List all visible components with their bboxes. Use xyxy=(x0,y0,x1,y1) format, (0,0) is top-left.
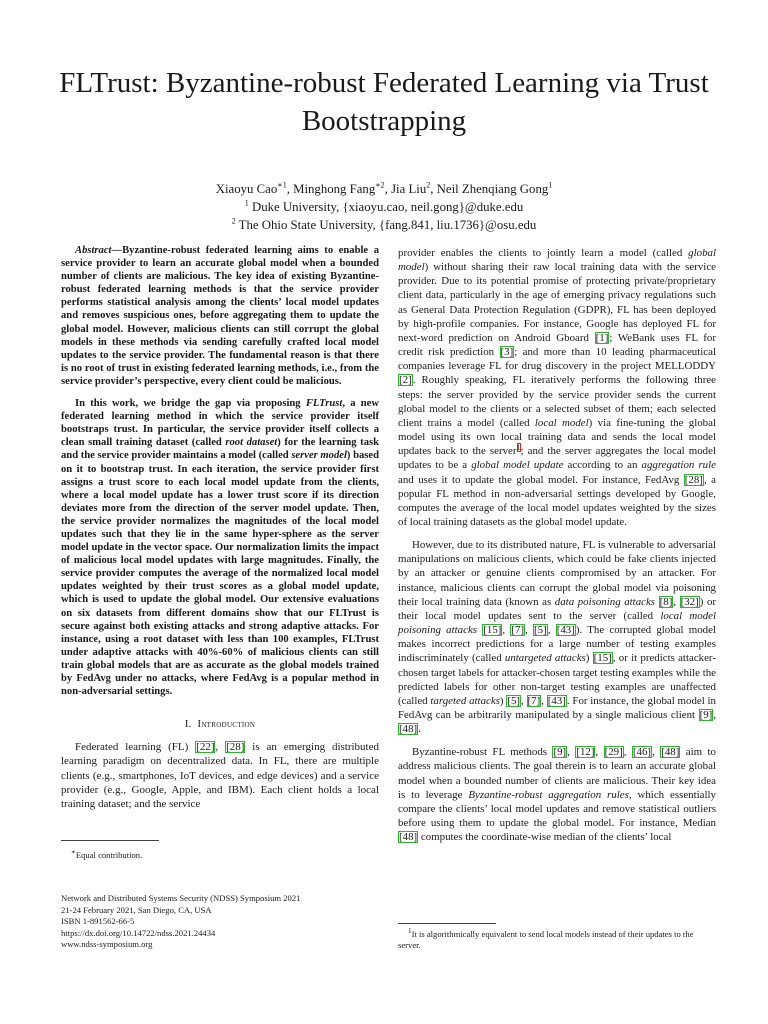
author-block xyxy=(0,180,768,234)
citation-link[interactable]: [3] xyxy=(500,346,514,359)
term-server-model: server model xyxy=(291,450,347,462)
body-text: ; and more than 10 leading pharmaceutical companies leverage FL for drug discovery in the project MELLODDY xyxy=(398,346,716,373)
section-title: Introduction xyxy=(197,719,256,731)
left-column xyxy=(61,244,379,811)
term-local-model: local model xyxy=(534,416,589,429)
term-local-model-poisoning: local model poisoning attacks xyxy=(398,609,716,637)
author-mark: ∗2 xyxy=(375,180,385,190)
body-text: ). The corrupted global model makes incorrect predictions for a large number of testing examples indiscriminately (called xyxy=(398,624,716,665)
body-text: is an emerging distributed learning paradigm on decentralized data. In FL, there are multiple clients (e.g., smartphones, IoT devices, and edge devices) and a service provider (e.g., Google, Apple, and IBM). Each client holds a local training dataset; and the service xyxy=(61,741,379,811)
body-paragraph: However, due to its distributed nature, FL is vulnerable to adversarial manipulations on malicious clients, which could be fake clients injected by an attacker or genuine clients compromised by an attacker. For instance, malicious clients can corrupt the global model via poisoning their local training data (known as data poisoning attacks [8], [32]) or their local model updates sent to the server (called local model poisoning attacks [15], [7], [5], [43]). The corrupted global model makes incorrect predictions for a large number of testing examples indiscriminately (called untargeted attacks) [15], or it predicts attacker-chosen target labels for attacker-chosen target testing examples while the predicted labels for other non-target testing examples are unaffected (called targeted attacks) [5], [7], [43]. For instance, the global model in FedAvg can be arbitrarily manipulated by a single malicious client [9], [48]. xyxy=(398,539,717,736)
footnote-mark: 1 xyxy=(408,927,412,935)
affiliation-text: The Ohio State University, {fang.841, liu.1736}@osu.edu xyxy=(238,218,537,232)
citation-link[interactable]: [48] xyxy=(661,746,680,759)
citation-link[interactable]: [5] xyxy=(534,624,547,637)
citation-link[interactable]: [28] xyxy=(226,741,245,754)
affiliation-mark: 2 xyxy=(231,216,236,226)
body-text: aim to address malicious clients. The goal therein is to learn an accurate global model when a bounded number of clients are malicious. Their key idea is to leverage xyxy=(398,746,716,801)
author-list: Xiaoyu Cao$^{∗1}$, Minghong Fang$^{∗2}$, Jia Liu$^2$, Neil Zhenqiang Gong$^1$ xyxy=(215,180,553,196)
abstract-text: —Byzantine-robust federated learning aims to enable a service provider to learn an accurate global model when a bounded number of clients are malicious. The key idea of existing Byzantine-robust federated learning methods is that the service provider performs statistical analysis among the clients’ local model updates and removes suspicious ones, before aggregating them to update the global model. However, malicious clients can still corrupt the global models in these methods via sending carefully crafted local model updates to the service provider. The fundamental reason is that there is no root of trust in existing federated learning methods, i.e., from the service provider’s perspective, every client could be malicious. xyxy=(61,245,379,387)
body-paragraph: Byzantine-robust FL methods [9], [12], [29], [46], [48] aim to address malicious clients. The goal therein is to learn an accurate global model when a bounded number of clients are malicious. Their key idea is to leverage Byzantine-robust aggregation rules, which essentially compare the clients’ local model updates and remove statistical outliers before using them to update the global model. For instance, Median [48] computes the coordinate-wise median of the clients’ local xyxy=(398,746,716,844)
term-targeted-attacks: targeted attacks xyxy=(430,694,500,707)
citation-link[interactable]: [1] xyxy=(595,331,609,344)
footnote-rule xyxy=(398,923,496,924)
body-text: , xyxy=(215,741,226,754)
author-name: Neil Zhenqiang Gong xyxy=(436,182,549,196)
citation-link[interactable]: [46] xyxy=(632,746,652,759)
body-text: ; and the server aggregates the local model updates to be a xyxy=(398,445,716,472)
body-text: However, due to its distributed nature, FL is vulnerable to adversarial manipulations on malicious clients, which could be fake clients injected by an attacker or genuine clients compromised by an attacker. For instance, malicious clients can corrupt the global model via poisoning their local training data (known as xyxy=(398,539,716,608)
author-mark: 1 xyxy=(548,180,553,190)
abstract-text: ) based on it to bootstrap trust. In each iteration, the service provider first assigns a trust score to each local model update from the clients, where a local model update has a lower trust score if its direction deviates more from the direction of the server model update. Then, the service provider normalizes the magnitudes of the local model updates such that they lie in the same hyper-sphere as the server model update in the vector space. Our normalization limits the impact of malicious local model updates with large magnitudes. Finally, the service provider computes the average of the normalized local model updates weighted by their trust scores as a global model update, which is used to update the global model. Our extensive evaluations on six datasets from different domains show that our FLTrust is secure against both existing attacks and strong adaptive attacks. For instance, using a root dataset with less than 100 examples, FLTrust under adaptive attacks with 40%-60% of malicious clients can still train global models that are as accurate as the global models trained by FedAvg under no attacks, where FedAvg is a popular method in non-adversarial settings. xyxy=(61,450,380,698)
body-text: . For instance, the global model in FedAvg can be arbitrarily manipulated by a single malicious client xyxy=(398,694,716,721)
body-text: ) xyxy=(585,652,593,665)
section-heading xyxy=(61,718,379,731)
citation-link[interactable]: [28] xyxy=(684,473,703,486)
affiliation-mark: 1 xyxy=(244,198,249,208)
citation-link[interactable]: [15] xyxy=(593,652,612,665)
body-text: ) xyxy=(499,694,507,707)
citation-link[interactable]: [9] xyxy=(699,709,713,721)
body-text: , which essentially compare the clients’ local model updates and remove statistical outliers before using them to update the global model. For instance, Median xyxy=(398,788,716,830)
citation-link[interactable]: [48] xyxy=(399,723,418,736)
body-text: provider enables the clients to jointly learn a model (called xyxy=(398,247,689,259)
body-text: computes the coordinate-wise median of the clients’ local xyxy=(418,831,672,844)
citation-link[interactable]: [22] xyxy=(196,741,215,754)
citation-link[interactable]: [43] xyxy=(556,624,575,637)
term-global-model-update: global model update xyxy=(471,459,564,472)
term-aggregation-rule: aggregation rule xyxy=(641,459,716,472)
citation-link[interactable]: [12] xyxy=(576,746,595,759)
body-text: . Roughly speaking, FL iteratively performs the following three steps: the server provided by the service provider sends the current global model to the clients or a selected subset of them; each selected client trains a model (called xyxy=(398,374,716,429)
abstract-text: In this work, we bridge the gap via proposing xyxy=(75,398,306,410)
citation-link[interactable]: [48] xyxy=(399,831,418,844)
body-text: Federated learning (FL) xyxy=(75,741,196,754)
footnote-rule xyxy=(61,840,159,841)
affiliation xyxy=(0,198,768,216)
author-mark: 2 xyxy=(426,180,431,190)
footnote-text: Equal contribution. xyxy=(75,849,143,860)
body-text: ) via fine-tuning the global model using its own local training data and sends the local model updates back to the server xyxy=(398,416,716,458)
author-name: Xiaoyu Cao xyxy=(215,182,278,196)
citation-link[interactable]: [9] xyxy=(553,746,567,759)
body-text: Byzantine-robust FL methods xyxy=(412,746,553,759)
venue-website-link[interactable]: www.ndss-symposium.org xyxy=(61,939,153,950)
abstract-paragraph xyxy=(61,397,379,698)
author-name: Jia Liu xyxy=(391,182,427,196)
footnote-equal-contribution xyxy=(71,847,371,861)
term-byzantine-robust-rules: Byzantine-robust aggregation rules xyxy=(468,788,629,801)
body-text: ; WeBank uses FL for credit risk prediction xyxy=(398,331,716,359)
venue-doi-link[interactable]: https://dx.doi.org/10.14722/ndss.2021.24434 xyxy=(61,927,216,938)
body-text: , a popular FL method in non-adversarial settings developed by Google, computes the average of the local model updates weighted by the sizes of local training datasets as the global model update. xyxy=(398,473,716,528)
term-global-model: global model xyxy=(398,247,716,274)
citation-link[interactable]: [43] xyxy=(547,694,566,707)
footnote-ref-link[interactable]: 1 xyxy=(516,442,521,452)
body-text: , or it predicts attacker-chosen target labels for attacker-chosen target testing examples while the predicted labels for other non-target testing examples are unaffected (called xyxy=(398,652,716,707)
abstract-label: Abstract xyxy=(75,245,112,256)
term-data-poisoning: data poisoning attacks xyxy=(554,595,656,608)
abstract-text: , a new federated learning method in which the service provider itself bootstraps trust. In particular, the service provider itself collects a clean small training dataset (called xyxy=(61,398,379,449)
affiliation-text: Duke University, {xiaoyu.cao, neil.gong}@duke.edu xyxy=(251,200,524,214)
term-fltrust: FLTrust xyxy=(305,398,343,410)
intro-paragraph xyxy=(61,740,379,811)
venue-line: 21-24 February 2021, San Diego, CA, USA xyxy=(61,904,212,915)
body-paragraph xyxy=(398,246,716,529)
citation-link[interactable]: [7] xyxy=(527,694,541,707)
venue-line: Network and Distributed Systems Security (NDSS) Symposium 2021 xyxy=(61,893,301,903)
venue-line: ISBN 1-891562-66-5 xyxy=(61,916,135,927)
author-name: Minghong Fang xyxy=(293,182,376,196)
term-untargeted-attacks: untargeted attacks xyxy=(504,652,586,665)
footnote-text: It is algorithmically equivalent to send local models instead of their updates to the server. xyxy=(398,928,694,950)
citation-link[interactable]: [8] xyxy=(659,595,673,608)
footnote-algorithmic xyxy=(398,926,718,951)
affiliation xyxy=(0,216,768,234)
author-mark: ∗1 xyxy=(277,180,287,190)
body-text: ) without sharing their raw local training data with the service provider. Due to its potential promise of protecting private/proprietary client data, particularly in the age of emerging privacy regulations such as General Data Protection Regulation (GDPR), FL has been deployed by high-profile companies. For instance, Google has deployed FL for next-word prediction on Android Gboard xyxy=(398,261,716,344)
footnote-mark: ∗ xyxy=(71,848,76,856)
body-text: and uses it to update the global model. For instance, FedAvg xyxy=(398,473,684,486)
citation-link[interactable]: [7] xyxy=(511,624,525,637)
citation-link[interactable]: [32] xyxy=(680,595,699,608)
section-number: I. xyxy=(184,719,192,731)
body-text: ) or their local model updates sent to the server (called xyxy=(398,595,717,622)
citation-link[interactable]: [15] xyxy=(483,624,502,637)
body-text: according to an xyxy=(563,459,642,472)
right-column xyxy=(398,246,716,844)
citation-link[interactable]: [5] xyxy=(507,694,521,707)
abstract xyxy=(61,244,379,698)
term-root-dataset: root dataset xyxy=(225,437,278,449)
paper-title: FLTrust: Byzantine-robust Federated Learning via Trust Bootstrapping xyxy=(59,67,709,137)
abstract-text: ) for the learning task and the service provider maintains a model (called xyxy=(61,437,380,462)
citation-link[interactable]: [2] xyxy=(399,374,412,387)
abstract-paragraph xyxy=(61,244,379,388)
venue-info xyxy=(61,893,381,951)
citation-link[interactable]: [29] xyxy=(604,746,623,759)
body-text: . xyxy=(418,723,421,736)
